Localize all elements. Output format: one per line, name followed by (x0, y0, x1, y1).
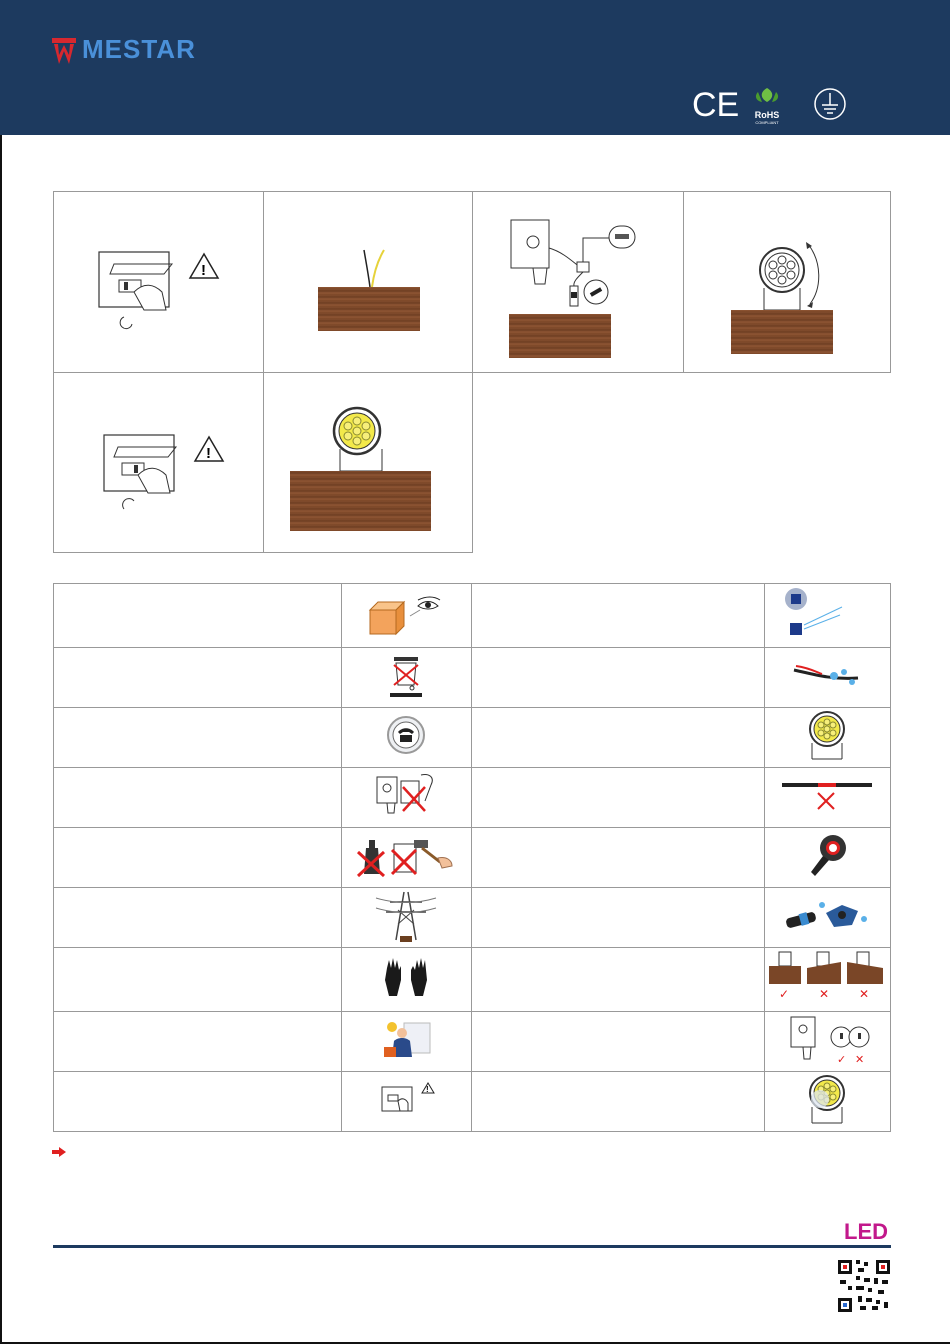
table-row (54, 948, 891, 1012)
warning-icon-cell (764, 648, 890, 708)
warning-icon-cell (764, 1012, 890, 1072)
brand-logo[interactable] (50, 34, 196, 65)
table-row (54, 1012, 891, 1072)
warning-text-cell (472, 828, 765, 888)
svg-text:CE: CE (692, 86, 740, 124)
warning-text-cell (54, 1072, 342, 1132)
warning-icon-cell (341, 888, 472, 948)
warning-text-cell (54, 708, 342, 768)
electrician-icon (378, 1019, 434, 1059)
svg-text:✓: ✓ (837, 1053, 847, 1066)
step-installed (263, 372, 473, 553)
table-row (54, 584, 891, 648)
svg-text:!: ! (201, 262, 206, 279)
spotlight-clean-icon (802, 1073, 852, 1125)
svg-text:✓: ✓ (778, 987, 790, 1001)
gloves-icon (381, 956, 431, 998)
warning-text-cell (472, 648, 765, 708)
wood-base (731, 310, 833, 354)
waterproof-connector-icon (782, 895, 872, 935)
qr-code[interactable] (836, 1258, 892, 1319)
warning-text-cell (54, 1012, 342, 1072)
inspect-package-icon (366, 590, 446, 636)
warning-text-cell (54, 768, 342, 828)
dust-water-icon (782, 585, 872, 641)
warning-text-cell (54, 648, 342, 708)
rohs-sublabel: COMPLIANT (755, 120, 779, 125)
table-row (54, 828, 891, 888)
spotlight-icon (802, 709, 852, 761)
warning-icon-cell (764, 708, 890, 768)
page-edge-left (0, 135, 2, 1344)
warning-text-cell (54, 948, 342, 1012)
table-row (54, 648, 891, 708)
no-chemicals-hammer-icon (356, 830, 456, 880)
rohs-label: RoHS (754, 110, 780, 120)
warning-text-cell (472, 768, 765, 828)
red-arrow-icon (52, 1147, 66, 1157)
warning-icon-cell (341, 648, 472, 708)
ground-symbol-icon (812, 86, 848, 122)
warning-icon-cell (764, 888, 890, 948)
qr-code-icon (836, 1258, 892, 1314)
table-row (54, 708, 891, 768)
led-logo-icon (844, 1218, 890, 1244)
warning-text-cell (54, 584, 342, 648)
breaker-off-icon (54, 192, 265, 374)
fixture-switch-icon (785, 1013, 869, 1065)
step-wires (263, 191, 473, 373)
warning-icon-cell (341, 1072, 472, 1132)
table-row (54, 768, 891, 828)
footer-divider (53, 1245, 891, 1248)
certification-marks (692, 86, 848, 125)
warning-icon-cell (341, 948, 472, 1012)
table-row (54, 888, 891, 948)
wood-base (290, 471, 431, 531)
warning-text-cell (54, 888, 342, 948)
phone-icon (386, 715, 426, 755)
wood-base (318, 287, 420, 331)
warning-icon-cell (764, 828, 890, 888)
warning-icon-cell (341, 828, 472, 888)
svg-text:✕: ✕ (855, 1053, 865, 1066)
warning-icon-cell (764, 584, 890, 648)
no-cut-cable-icon (780, 777, 874, 813)
step-connect (472, 191, 684, 373)
warning-icon-cell (764, 768, 890, 828)
warning-text-cell (472, 1072, 765, 1132)
step-adjust (683, 191, 891, 373)
warning-text-cell (472, 948, 765, 1012)
cable-water-icon (792, 660, 862, 690)
svg-text:!: ! (206, 445, 211, 462)
warning-text-cell (472, 584, 765, 648)
brand-name: MESTAR (82, 34, 196, 64)
svg-text:LED: LED (844, 1219, 888, 1244)
power-line-icon (376, 888, 436, 942)
step-breaker-off (53, 191, 264, 373)
table-row (54, 1072, 891, 1132)
warning-text-cell (472, 888, 765, 948)
warning-text-cell (54, 828, 342, 888)
wood-base (509, 314, 611, 358)
tape-icon (805, 832, 849, 878)
breaker-small-icon (374, 1079, 438, 1119)
no-disposal-icon (386, 651, 426, 699)
breaker-on-icon (54, 373, 265, 554)
warning-icon-cell (764, 1072, 890, 1132)
no-modify-icon (373, 771, 439, 819)
mestar-logo-icon (50, 35, 78, 65)
warning-icon-cell (341, 768, 472, 828)
mount-surface-icon (765, 948, 889, 1006)
warning-icon-cell (341, 584, 472, 648)
warning-text-cell (472, 708, 765, 768)
svg-text:!: ! (426, 1085, 430, 1094)
svg-text:✕: ✕ (858, 987, 870, 1001)
svg-text:✕: ✕ (818, 987, 830, 1001)
warning-text-cell (472, 1012, 765, 1072)
ce-mark-icon (692, 86, 740, 124)
safety-warnings-table (53, 583, 891, 1132)
warning-icon-cell (341, 1012, 472, 1072)
warning-icon-cell (764, 948, 890, 1012)
rohs-mark-icon (750, 86, 784, 125)
header-banner (0, 0, 950, 135)
step-breaker-on (53, 372, 264, 553)
wires-icon (264, 192, 474, 374)
warning-icon-cell (341, 708, 472, 768)
